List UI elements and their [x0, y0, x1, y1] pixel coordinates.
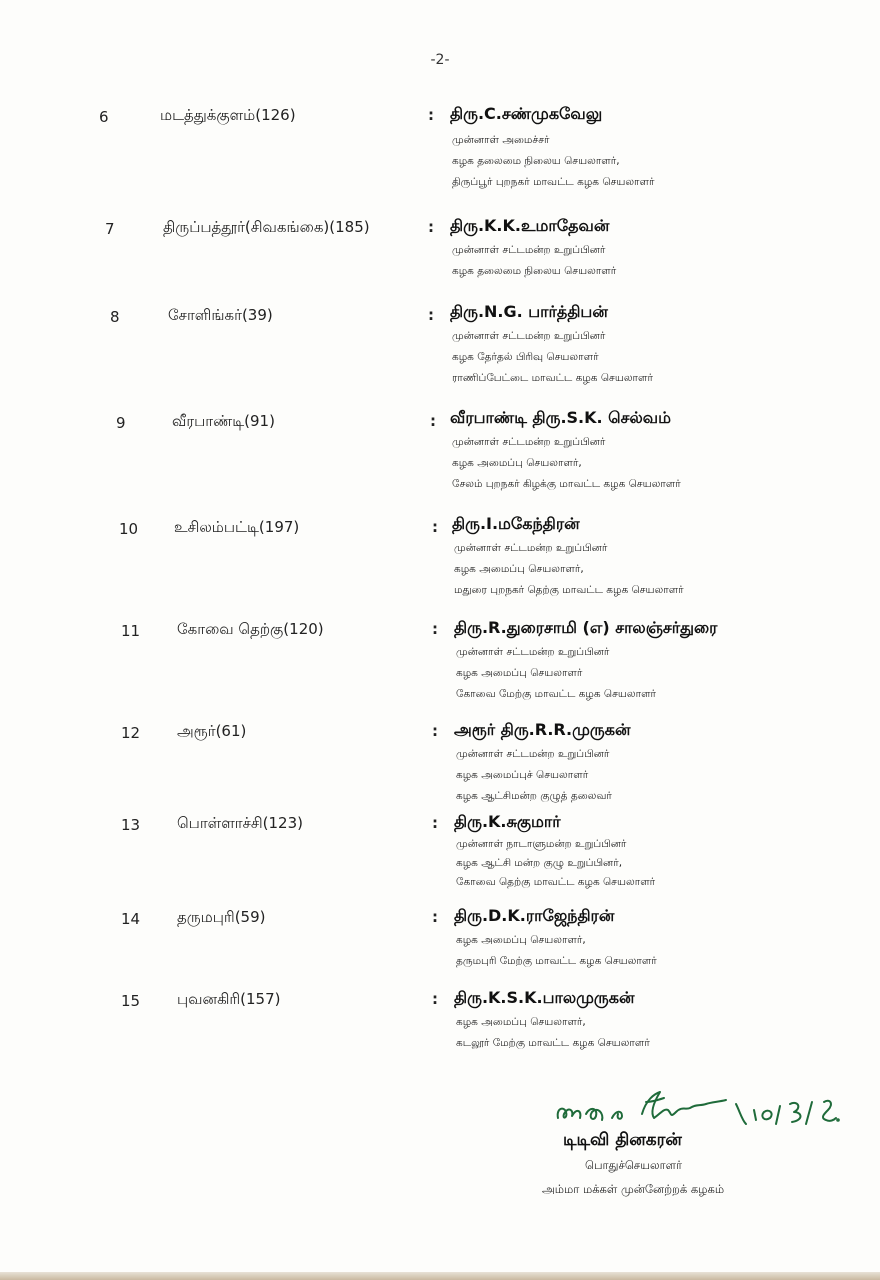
candidate-roles: [452, 432, 681, 495]
candidate-roles: [452, 130, 655, 193]
party-name: அம்மா மக்கள் முன்னேற்றக் கழகம்: [542, 1182, 725, 1196]
candidate-roles: [456, 930, 657, 972]
role-line: திருப்பூர் புறநகர் மாவட்ட கழக செயலாளர்: [452, 176, 655, 188]
role-line: கழக அமைப்பு செயலாளர்,: [454, 563, 584, 575]
role-line: கழக தேர்தல் பிரிவு செயலாளர்: [452, 351, 599, 363]
page-bottom-edge: [0, 1272, 880, 1280]
serial-number: 11: [121, 622, 141, 640]
candidate-roles: [452, 326, 653, 389]
role-line: கோவை தெற்கு மாவட்ட கழக செயலாளர்: [456, 876, 656, 888]
candidate-name: வீரபாண்டி திரு.S.K. செல்வம்: [450, 408, 671, 427]
role-line: மதுரை புறநகர் தெற்கு மாவட்ட கழக செயலாளர்: [454, 584, 684, 596]
role-line: தருமபுரி மேற்கு மாவட்ட கழக செயலாளர்: [456, 955, 657, 967]
role-line: கழக அமைப்பு செயலாளர்,: [456, 1016, 586, 1028]
candidate-name: திரு.K.சுகுமார்: [454, 812, 561, 831]
role-line: முன்னாள் சட்டமன்ற உறுப்பினர்: [454, 542, 608, 554]
constituency-name: அரூர்(61): [177, 722, 247, 740]
role-line: கழக தலைமை நிலைய செயலாளர்,: [452, 155, 620, 167]
role-line: கோவை மேற்கு மாவட்ட கழக செயலாளர்: [456, 688, 657, 700]
colon-separator: :: [432, 518, 438, 536]
signatory-name: டிடிவி தினகரன்: [563, 1130, 682, 1150]
candidate-name: திரு.K.S.K.பாலமுருகன்: [454, 988, 635, 1007]
serial-number: 6: [99, 108, 109, 126]
candidate-name: திரு.I.மகேந்திரன்: [452, 514, 580, 533]
candidate-roles: [452, 240, 616, 282]
candidate-entry: [0, 104, 880, 204]
role-line: கடலூர் மேற்கு மாவட்ட கழக செயலாளர்: [456, 1037, 650, 1049]
candidate-name: திரு.D.K.ராஜேந்திரன்: [454, 906, 615, 925]
colon-separator: :: [428, 106, 434, 124]
candidate-name: திரு.C.சண்முகவேலு: [450, 104, 603, 123]
serial-number: 7: [105, 220, 115, 238]
candidate-roles: [456, 835, 655, 892]
candidate-name: திரு.K.K.உமாதேவன்: [450, 216, 610, 235]
candidate-entry: [0, 514, 880, 614]
colon-separator: :: [430, 412, 436, 430]
serial-number: 14: [121, 910, 141, 928]
role-line: கழக தலைமை நிலைய செயலாளர்: [452, 265, 617, 277]
role-line: கழக அமைப்பு செயலாளர்: [456, 667, 583, 679]
constituency-name: பொள்ளாச்சி(123): [177, 814, 303, 832]
candidate-entry: [0, 408, 880, 508]
constituency-name: கோவை தெற்கு(120): [177, 620, 324, 638]
colon-separator: :: [432, 722, 438, 740]
role-line: முன்னாள் அமைச்சர்: [452, 134, 550, 146]
serial-number: 15: [121, 992, 141, 1010]
candidate-name: அரூர் திரு.R.R.முருகன்: [454, 720, 631, 739]
role-line: கழக அமைப்பு செயலாளர்,: [456, 934, 586, 946]
constituency-name: புவனகிரி(157): [177, 990, 281, 1008]
role-line: முன்னாள் சட்டமன்ற உறுப்பினர்: [452, 330, 606, 342]
candidate-roles: [456, 642, 656, 705]
role-line: கழக அமைப்பு செயலாளர்,: [452, 457, 582, 469]
serial-number: 12: [121, 724, 141, 742]
handwritten-signature: [550, 1080, 840, 1135]
role-line: முன்னாள் சட்டமன்ற உறுப்பினர்: [456, 646, 610, 658]
serial-number: 9: [116, 414, 126, 432]
serial-number: 10: [119, 520, 139, 538]
candidate-entry: [0, 618, 880, 718]
role-line: முன்னாள் நாடாளுமன்ற உறுப்பினர்: [456, 838, 627, 850]
candidate-entry: [0, 812, 880, 912]
candidate-roles: [456, 1012, 650, 1054]
candidate-entry: [0, 720, 880, 820]
colon-separator: :: [428, 218, 434, 236]
candidate-name: திரு.N.G. பார்த்திபன்: [450, 302, 608, 321]
role-line: முன்னாள் சட்டமன்ற உறுப்பினர்: [452, 436, 606, 448]
candidate-roles: [456, 744, 612, 807]
role-line: கழக ஆட்சி மன்ற குழு உறுப்பினர்,: [456, 857, 623, 869]
role-line: முன்னாள் சட்டமன்ற உறுப்பினர்: [456, 748, 610, 760]
serial-number: 8: [110, 308, 120, 326]
role-line: முன்னாள் சட்டமன்ற உறுப்பினர்: [452, 244, 606, 256]
constituency-name: வீரபாண்டி(91): [172, 412, 275, 430]
colon-separator: :: [428, 306, 434, 324]
colon-separator: :: [432, 990, 438, 1008]
constituency-name: மடத்துக்குளம்(126): [160, 106, 296, 124]
role-line: கழக ஆட்சிமன்ற குழுத் தலைவர்: [456, 790, 612, 802]
constituency-name: திருப்பத்தூர்(சிவகங்கை)(185): [163, 218, 370, 236]
candidate-entry: [0, 302, 880, 402]
candidate-name: திரு.R.துரைசாமி (எ) சாலஞ்சர்துரை: [454, 618, 718, 637]
candidate-roles: [454, 538, 684, 601]
constituency-name: தருமபுரி(59): [177, 908, 266, 926]
serial-number: 13: [121, 816, 141, 834]
constituency-name: உசிலம்பட்டி(197): [174, 518, 300, 536]
role-line: கழக அமைப்புச் செயலாளர்: [456, 769, 589, 781]
colon-separator: :: [432, 908, 438, 926]
signatory-title: பொதுச்செயலாளர்: [585, 1158, 682, 1172]
candidate-entry: [0, 216, 880, 316]
colon-separator: :: [432, 620, 438, 638]
role-line: ராணிப்பேட்டை மாவட்ட கழக செயலாளர்: [452, 372, 654, 384]
page-number: -2-: [430, 52, 450, 68]
signature-block: [530, 1080, 830, 1200]
candidate-entry: [0, 988, 880, 1088]
colon-separator: :: [432, 814, 438, 832]
role-line: சேலம் புறநகர் கிழக்கு மாவட்ட கழக செயலாளர்: [452, 478, 681, 490]
constituency-name: சோளிங்கர்(39): [168, 306, 273, 324]
